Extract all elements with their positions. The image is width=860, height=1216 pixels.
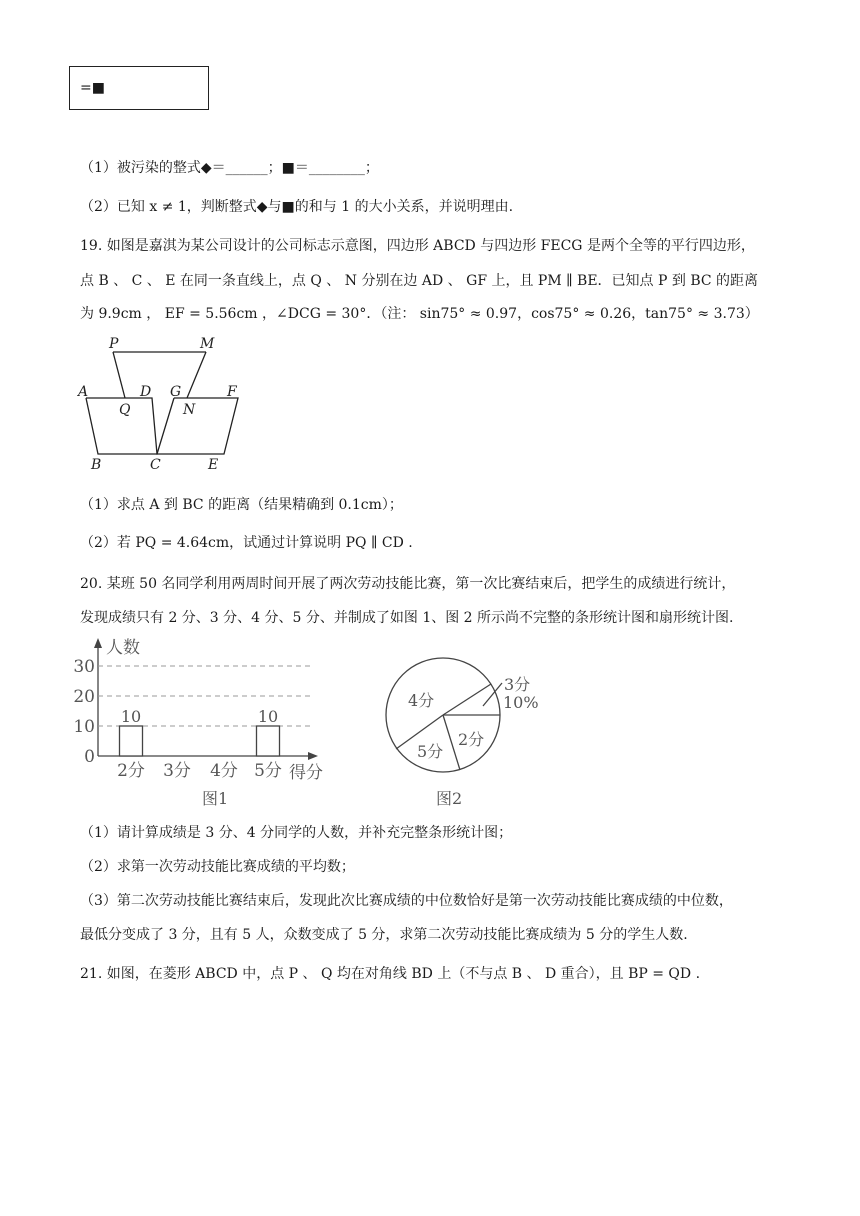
bar-data-label: 10: [257, 707, 279, 726]
q20-line1: 20. 某班 50 名同学利用两周时间开展了两次劳动技能比赛，第一次比赛结束后，把学生的成绩进行统计，: [80, 576, 736, 592]
label-f: F: [227, 384, 237, 400]
y-axis-label: 人数: [106, 638, 140, 658]
pie-chart: [380, 650, 550, 780]
q19-line2: 点 B 、 C 、 E 在同一条直线上，点 Q 、 N 分别在边 AD 、 GF 上，且 PM ∥ BE．已知点 P 到 BC 的距离: [80, 273, 759, 289]
label-b: B: [91, 457, 102, 473]
answer-box-text: =■: [80, 80, 105, 96]
q20-line2: 发现成绩只有 2 分、3 分、4 分、5 分、并制成了如图 1、图 2 所示尚不完整的条形统计图和扇形统计图.: [80, 610, 734, 626]
y-axis-arrow: [94, 638, 102, 648]
pie-label-3-pct: 10%: [503, 693, 539, 712]
label-d: D: [140, 384, 152, 400]
y-tick-label: 0: [84, 747, 95, 767]
pie-boundary-4-3: [443, 684, 491, 715]
y-tick-label: 30: [73, 657, 95, 677]
x-tick-label: 4分: [210, 761, 238, 781]
parallelogram-fecg: [157, 398, 238, 454]
label-g: G: [170, 384, 182, 400]
x-axis-label: 得分: [289, 763, 323, 783]
q20-part2: （2）求第一次劳动技能比赛成绩的平均数；: [80, 859, 355, 875]
x-tick-label: 2分: [117, 761, 145, 781]
label-a: A: [78, 384, 89, 400]
fig2-caption: 图2: [436, 789, 463, 808]
label-n: N: [183, 402, 196, 418]
q19-part1: （1）求点 A 到 BC 的距离（结果精确到 0.1cm）；: [80, 497, 403, 513]
segment-mn: [187, 352, 206, 398]
q20-part3b: 最低分变成了 3 分，且有 5 人，众数变成了 5 分，求第二次劳动技能比赛成绩为 5 分的学生人数.: [80, 927, 688, 943]
pie-label-5: 5分: [417, 742, 444, 761]
q21-line1: 21. 如图，在菱形 ABCD 中，点 P 、 Q 均在对角线 BD 上（不与点 B 、 D 重合），且 BP = QD .: [80, 966, 701, 982]
pie-label-3: 3分: [504, 675, 531, 694]
label-c: C: [150, 457, 161, 473]
q20-part1: （1）请计算成绩是 3 分、4 分同学的人数，并补充完整条形统计图；: [80, 825, 513, 841]
bar-data-label: 10: [120, 707, 142, 726]
label-m: M: [200, 336, 215, 352]
x-tick-label: 3分: [163, 761, 191, 781]
q18-part1: （1）被污染的整式◆＝______；■＝________；: [80, 160, 379, 176]
label-q: Q: [119, 402, 131, 418]
label-p: P: [109, 336, 119, 352]
x-tick-label: 5分: [254, 761, 282, 781]
label-e: E: [208, 457, 219, 473]
bar-2分: [120, 726, 143, 756]
fig1-caption: 图1: [202, 789, 229, 808]
answer-box: [69, 66, 209, 110]
pie-label-2: 2分: [458, 730, 485, 749]
y-tick-label: 10: [73, 717, 95, 737]
segment-pq: [113, 352, 125, 398]
q19-line1: 19. 如图是嘉淇为某公司设计的公司标志示意图，四边形 ABCD 与四边形 FECG 是两个全等的平行四边形，: [80, 238, 755, 254]
q19-logo-figure: [74, 332, 254, 477]
q18-part2: （2）已知 x ≠ 1，判断整式◆与■的和与 1 的大小关系，并说明理由.: [80, 199, 514, 215]
q20-part3a: （3）第二次劳动技能比赛结束后，发现此次比赛成绩的中位数恰好是第一次劳动技能比赛成绩的中位数，: [80, 893, 733, 909]
x-axis-arrow: [308, 752, 318, 760]
q19-line3: 为 9.9cm ， EF = 5.56cm ，∠DCG = 30°．（注： sin75° ≈ 0.97，cos75° ≈ 0.26，tan75° ≈ 3.73）: [80, 306, 759, 322]
q19-part2: （2）若 PQ = 4.64cm，试通过计算说明 PQ ∥ CD .: [80, 535, 413, 551]
y-tick-label: 20: [73, 687, 95, 707]
bar-5分: [257, 726, 280, 756]
bar-chart: [72, 632, 342, 812]
pie-label-4: 4分: [408, 691, 435, 710]
